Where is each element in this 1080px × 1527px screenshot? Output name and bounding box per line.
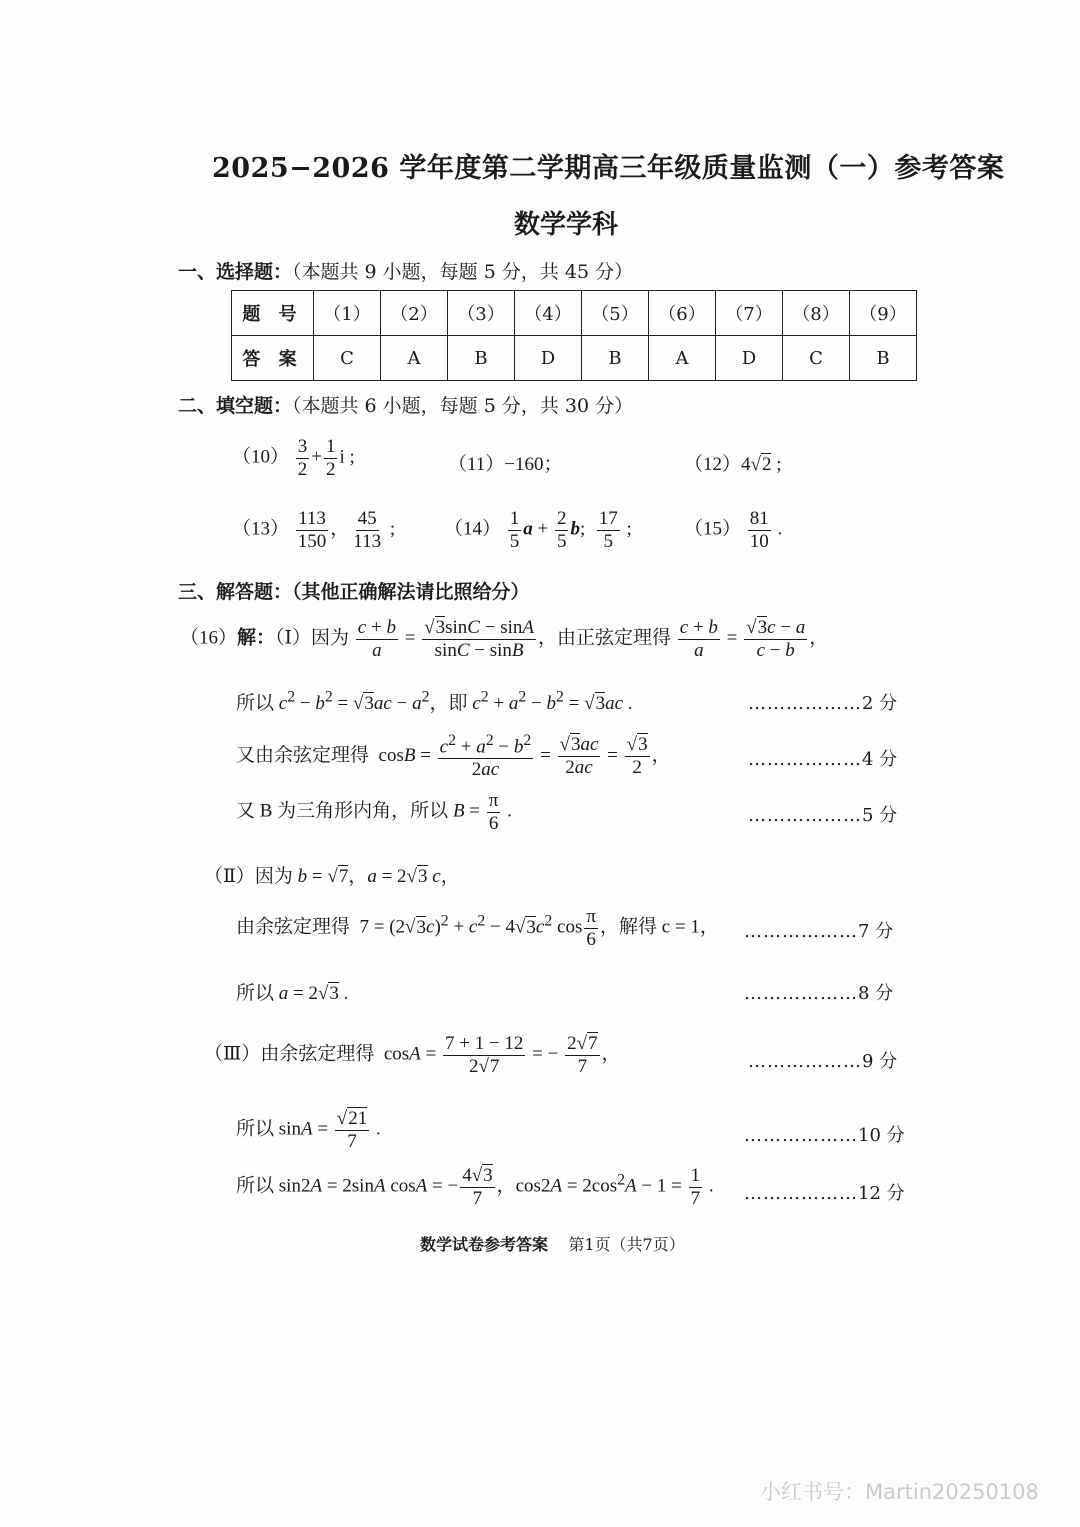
section3-heading [178,577,530,604]
q15-label: （15） [684,518,742,540]
answer-14: （14） $\frac{1}{5}$ a + $\frac{2}{5}$ b; $\frac{17}{5}$ ; [444,508,632,552]
score-line: ………………7 分 [744,921,894,942]
row-head-answer: 答 案 [232,336,314,381]
q11-label: （11） [448,454,505,475]
question-number: （4） [515,291,582,336]
score: 7 分 [858,921,894,942]
question-number: （2） [381,291,448,336]
so-text: 所以 [236,693,275,714]
score: 4 分 [862,749,898,770]
score-line: ………………2 分 [748,693,898,714]
score: 8 分 [858,983,894,1004]
question-number: （3） [448,291,515,336]
part1-label: （Ⅰ）因为 [275,627,350,649]
score-line: ………………12 分 [744,1183,905,1204]
table-row [232,336,917,381]
section3-label: 三、解答题： [178,581,293,603]
watermark: 小红书号：Martin20250108 [760,1480,1039,1504]
footer-left: 数学试卷参考答案 [420,1235,549,1254]
score-line: ………………9 分 [748,1051,898,1072]
q16-line3: 又由余弦定理得 cosB = $\frac{c^2 + a^2 - b^2}{2ac}$ = $\frac{√3ac}{2ac}$ = $\frac{√3}{2}$ ， [236,732,671,781]
section2-heading [178,391,633,418]
q16-part3-line3: 所以 sin2A = 2sinA cosA = − $\frac{4√3}{7}$ ，$\cos 2A = 2\cos^2A - 1$ = $\frac{1}{7}$ . [236,1165,714,1209]
namely-text: ，即 [429,693,468,714]
q16-line1: （16）解：（Ⅰ）因为 $\frac{c + b}{a}$ = $\frac{√3\sin C - \sin A}{\sin C - \sin B}$ ，由正弦定理得 $\frac{c + b}{a}$ = $\frac{√3c - a}{c - b}$ ， [180,617,829,661]
section2-note: （本题共 6 小题，每题 5 分，共 30 分） [292,395,634,417]
table-row [232,291,917,336]
score: 9 分 [862,1051,898,1072]
q16-part2-line2: 由余弦定理得 $7 = (2√3c)^2 + c^2 - 4√3c^2$ cos $\frac{\pi}{6}$ ，解得 c = 1， [236,906,719,950]
answer-cell: A [649,336,716,381]
section1-note: （本题共 9 小题，每题 5 分，共 45 分） [292,261,634,283]
q16-line4: 又 B 为三角形内角，所以 B = $\frac{\pi}{6}$ . [236,790,512,834]
q12-label: （12） [684,454,742,475]
solve-c-text: ，解得 c = 1， [599,916,719,938]
cos-rule-text: 又由余弦定理得 [236,744,370,766]
answer-cell: B [582,336,649,381]
question-number: （8） [783,291,850,336]
q13-label: （13） [232,518,290,540]
angle-text: 又 B 为三角形内角，所以 [236,800,449,822]
question-number: （5） [582,291,649,336]
so-text: 所以 [236,983,275,1004]
answer-11 [448,449,563,476]
so-text: 所以 [236,1118,275,1140]
section3-note: （其他正确解法请比照给分） [292,581,530,603]
q14-label: （14） [444,518,502,540]
section1-label: 一、选择题： [178,261,293,283]
q16-label: （16） [180,627,238,649]
score: 2 分 [862,693,898,714]
score: 5 分 [862,805,898,826]
q11-answer: −160； [504,454,563,475]
part3-label: （Ⅲ）由余弦定理得 [204,1043,375,1065]
page-subtitle: 数学学科 [514,210,619,240]
answer-15: （15） $\frac{81}{10}$ . [684,508,783,552]
page-footer [420,1232,685,1255]
answer-cell: D [515,336,582,381]
q16-part2-line1: （Ⅱ）因为 b = √7，a = 2√3 c， [204,866,460,887]
answer-cell: D [716,336,783,381]
answer-cell: A [381,336,448,381]
section2-label: 二、填空题： [178,395,293,417]
score-line: ………………5 分 [748,805,898,826]
q16-line2: 所以 $c^2 - b^2 = √3ac - a^2$，即 $c^2 + a^2 - b^2 = √3ac$ . [236,688,633,714]
row-head-number: 题 号 [232,291,314,336]
footer-right: 第1页（共7页） [568,1235,685,1254]
so-text: 所以 [236,1175,275,1197]
answer-cell: C [314,336,381,381]
answer-10: （10） $\frac{3}{2}$ + $\frac{1}{2}$ i ; [232,436,355,480]
part2-label: （Ⅱ）因为 [204,866,293,887]
question-number: （1） [314,291,381,336]
cos-rule2-text: 由余弦定理得 [236,916,351,938]
answer-table [231,290,917,381]
answer-cell: B [448,336,515,381]
answer-cell: C [783,336,850,381]
page-title: 2025−2026 学年度第二学期高三年级质量监测（一）参考答案 [212,153,1005,184]
section1-heading [178,257,633,284]
score-line: ………………10 分 [744,1125,905,1146]
solve-label: 解： [237,627,276,649]
sine-rule-text: ，由正弦定理得 [537,627,671,649]
score: 12 分 [858,1183,905,1204]
score-line: ………………8 分 [744,983,894,1004]
question-number: （9） [850,291,917,336]
q16-part3-line2: 所以 sinA = $\frac{√21}{7}$ . [236,1108,381,1152]
answer-cell: B [850,336,917,381]
q16-part3-line1: （Ⅲ）由余弦定理得 cosA = $\frac{7 + 1 - 12}{2√7}$ = − $\frac{2√7}{7}$ ， [204,1033,621,1077]
q16-part2-line3: 所以 a = 2√3 . [236,983,349,1004]
answer-13: （13） $\frac{113}{150}$ ， $\frac{45}{113}$ ; [232,508,396,552]
score: 10 分 [858,1125,905,1146]
score-line: ………………4 分 [748,749,898,770]
question-number: （7） [716,291,783,336]
question-number: （6） [649,291,716,336]
q10-label: （10） [232,446,290,468]
answer-12: （12）4√2 ; [684,454,782,475]
